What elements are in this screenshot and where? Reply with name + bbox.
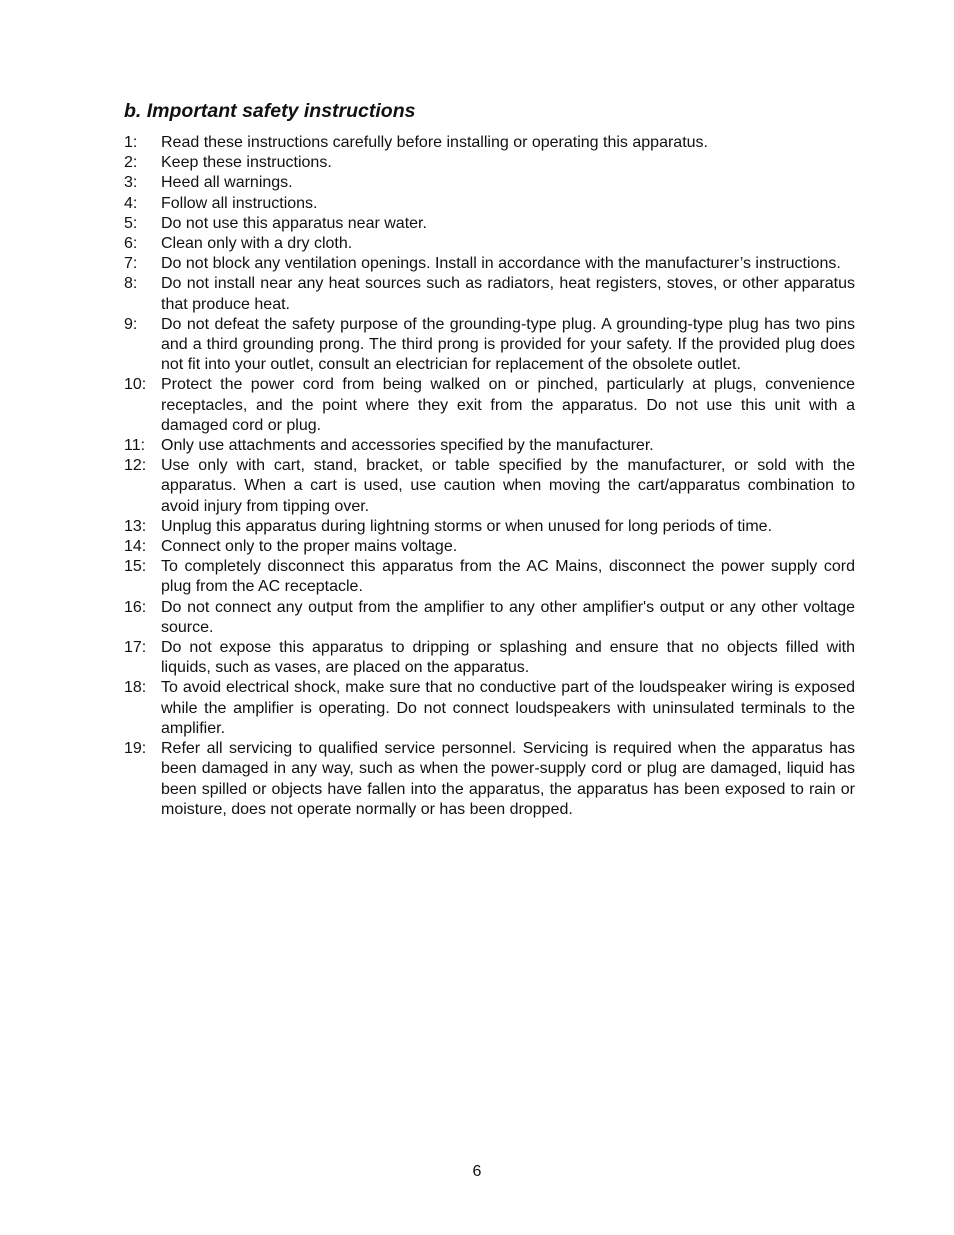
- instruction-number: 6:: [124, 235, 138, 253]
- instruction-item-8: [124, 274, 855, 314]
- instruction-number: 17:: [124, 639, 147, 657]
- instruction-text: Do not defeat the safety purpose of the grounding-type plug. A grounding-type plug has two pins and a third grounding prong. The third prong is provided for your safety. If the provided plug does not fit into your outlet, consult an electrician for replacement of the obsolete outlet.: [161, 315, 855, 374]
- instruction-number: 2:: [124, 154, 138, 172]
- instruction-text: Only use attachments and accessories specified by the manufacturer.: [161, 437, 654, 455]
- instruction-text: Keep these instructions.: [161, 154, 332, 172]
- instruction-number: 16:: [124, 598, 147, 616]
- instruction-number: 11:: [124, 437, 146, 455]
- safety-instruction-list: [124, 133, 855, 820]
- instruction-item-5: [124, 214, 855, 234]
- instruction-text: Connect only to the proper mains voltage.: [161, 538, 458, 556]
- instruction-item-15: [124, 557, 855, 597]
- instruction-text: Do not expose this apparatus to dripping or splashing and ensure that no objects filled with liquids, such as vases, are placed on the apparatus.: [161, 639, 855, 677]
- instruction-item-1: [124, 133, 855, 153]
- instruction-item-4: [124, 194, 855, 214]
- instruction-text: Do not install near any heat sources such as radiators, heat registers, stoves, or other apparatus that produce heat.: [161, 275, 855, 313]
- instruction-item-12: [124, 456, 855, 517]
- instruction-item-2: [124, 153, 855, 173]
- instruction-text: Do not connect any output from the amplifier to any other amplifier's output or any other voltage source.: [161, 598, 855, 636]
- instruction-item-7: [124, 254, 855, 274]
- instruction-number: 8:: [124, 275, 138, 293]
- section-heading: b. Important safety instructions: [124, 100, 416, 122]
- instruction-number: 1:: [124, 134, 138, 151]
- instruction-item-10: [124, 375, 855, 436]
- instruction-text: To completely disconnect this apparatus from the AC Mains, disconnect the power supply cord plug from the AC receptacle.: [161, 558, 855, 596]
- instruction-text: Clean only with a dry cloth.: [161, 235, 353, 253]
- instruction-text: Heed all warnings.: [161, 174, 293, 192]
- instruction-text: Read these instructions carefully before installing or operating this apparatus.: [161, 134, 708, 151]
- instruction-number: 18:: [124, 679, 147, 697]
- instruction-number: 4:: [124, 194, 138, 212]
- page-number: 6: [472, 1163, 482, 1180]
- instruction-text: Use only with cart, stand, bracket, or table specified by the manufacturer, or sold with the apparatus. When a cart is used, use caution when moving the cart/apparatus combination to avoid injury from tipping over.: [161, 457, 855, 515]
- instruction-text: To avoid electrical shock, make sure that no conductive part of the loudspeaker wiring is exposed while the amplifier is operating. Do not connect loudspeakers with uninsulated terminals to the amplifier.: [161, 679, 855, 737]
- instruction-text: Unplug this apparatus during lightning storms or when unused for long periods of time.: [161, 517, 773, 535]
- instruction-number: 12:: [124, 457, 147, 475]
- instruction-number: 9:: [124, 315, 138, 333]
- instruction-number: 14:: [124, 538, 147, 556]
- instruction-text: Protect the power cord from being walked on or pinched, particularly at plugs, convenience receptacles, and the point where they exit from the apparatus. Do not use this unit with a damaged cord or plug.: [161, 376, 855, 434]
- instruction-number: 7:: [124, 255, 138, 273]
- instruction-number: 10:: [124, 376, 147, 394]
- instruction-item-19: [124, 739, 855, 820]
- instruction-text: Refer all servicing to qualified service personnel. Servicing is required when the apparatus has been damaged in any way, such as when the power-supply cord or plug are damaged, liquid has been spilled or objects have fallen into the apparatus, the apparatus has been exposed to rain or moisture, does not operate normally or has been dropped.: [161, 740, 855, 818]
- instruction-number: 15:: [124, 558, 147, 576]
- instruction-item-6: [124, 234, 855, 254]
- instruction-item-18: [124, 678, 855, 739]
- instruction-text: Do not block any ventilation openings. Install in accordance with the manufacturer’s instructions.: [161, 255, 841, 273]
- instruction-number: 5:: [124, 214, 138, 232]
- instruction-text: Follow all instructions.: [161, 194, 318, 212]
- instruction-number: 13:: [124, 517, 147, 535]
- instruction-item-11: [124, 436, 855, 456]
- instruction-item-9: [124, 315, 855, 376]
- instruction-item-13: [124, 517, 855, 537]
- instruction-item-17: [124, 638, 855, 678]
- instruction-item-14: [124, 537, 855, 557]
- instruction-item-16: [124, 598, 855, 638]
- instruction-number: 3:: [124, 174, 138, 192]
- instruction-number: 19:: [124, 740, 147, 758]
- instruction-text: Do not use this apparatus near water.: [161, 214, 427, 232]
- instruction-item-3: [124, 173, 855, 193]
